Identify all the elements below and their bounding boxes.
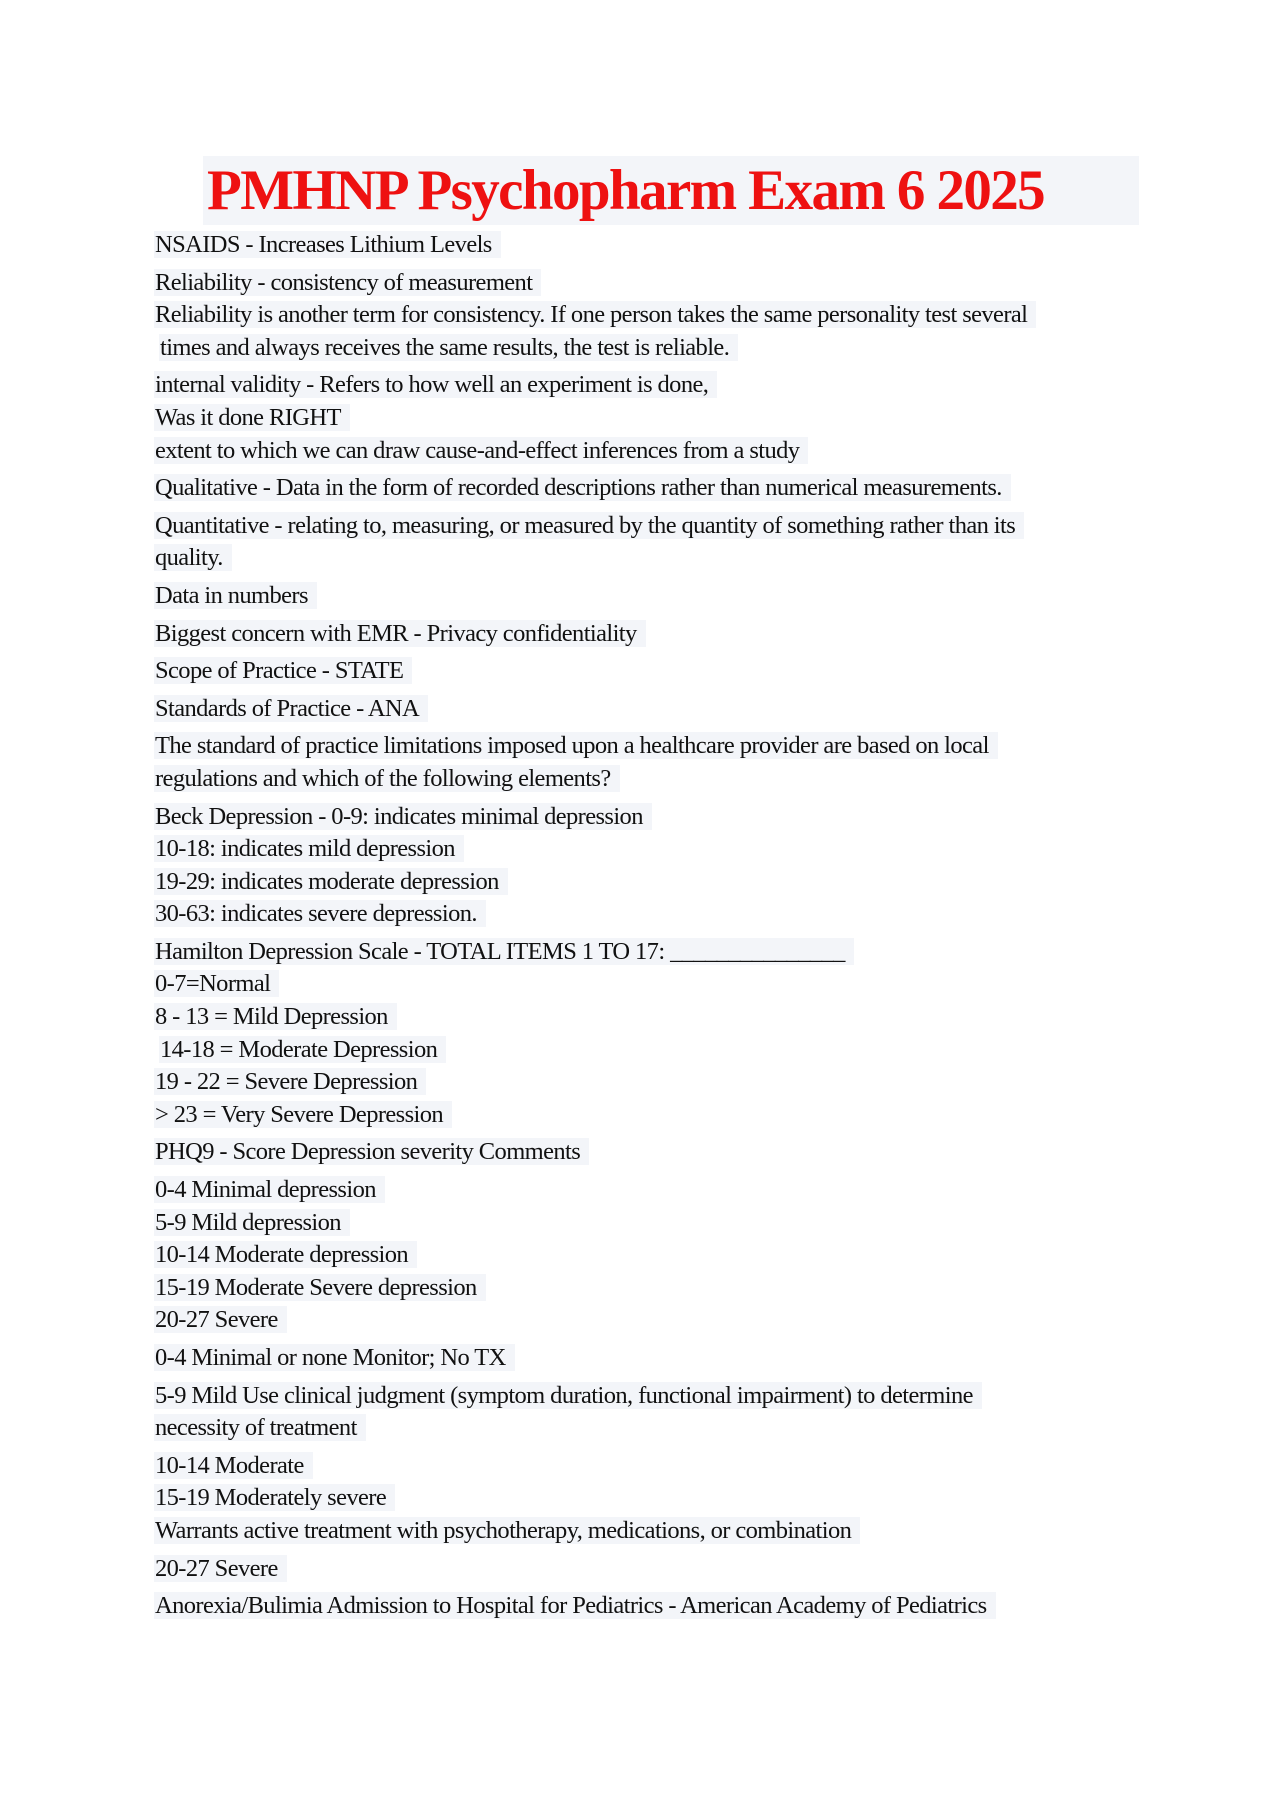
text-line	[154, 655, 1144, 688]
text-line-content: 20-27 Severe	[154, 1555, 287, 1582]
text-line	[154, 1066, 1144, 1099]
text-line	[154, 968, 1144, 1001]
text-line-content: Was it done RIGHT	[154, 404, 350, 431]
text-line	[154, 1590, 1144, 1623]
text-line	[154, 1099, 1144, 1132]
text-line-content: necessity of treatment	[154, 1414, 366, 1441]
text-line-content: The standard of practice limitations imposed upon a healthcare provider are based on local	[154, 732, 998, 759]
text-line	[154, 618, 1144, 651]
text-line	[154, 1342, 1144, 1375]
text-line	[154, 510, 1144, 543]
text-line	[154, 1553, 1144, 1586]
text-line-content: Anorexia/Bulimia Admission to Hospital for Pediatrics - American Academy of Pediatrics	[154, 1592, 996, 1619]
text-line	[154, 1239, 1144, 1272]
text-line-content: Warrants active treatment with psychotherapy, medications, or combination	[154, 1517, 860, 1544]
text-line	[154, 833, 1144, 866]
text-line-content: 20-27 Severe	[154, 1306, 287, 1333]
text-line-content: Reliability is another term for consistency. If one person takes the same personality test several	[154, 301, 1036, 328]
text-line	[154, 1304, 1144, 1337]
text-line-content: NSAIDS - Increases Lithium Levels	[154, 231, 501, 258]
text-line-content: extent to which we can draw cause-and-effect inferences from a study	[154, 437, 808, 464]
text-line	[154, 402, 1144, 435]
text-line	[154, 299, 1144, 332]
text-line	[154, 332, 1144, 365]
page-title: PMHNP Psychopharm Exam 6 2025	[207, 159, 1045, 222]
text-line-content: 10-18: indicates mild depression	[154, 835, 464, 862]
text-line-content: Biggest concern with EMR - Privacy confidentiality	[154, 620, 646, 647]
document-body	[154, 229, 1144, 1623]
text-line-content: internal validity - Refers to how well an experiment is done,	[154, 371, 717, 398]
text-line-content: PHQ9 - Score Depression severity Comments	[154, 1138, 589, 1165]
text-line-content: Hamilton Depression Scale - TOTAL ITEMS 1 TO 17: _______________	[154, 938, 854, 965]
text-line	[154, 866, 1144, 899]
text-line-content: Quantitative - relating to, measuring, or measured by the quantity of something rather than its	[154, 512, 1024, 539]
text-line-content: Standards of Practice - ANA	[154, 695, 428, 722]
text-line-content: 0-7=Normal	[154, 970, 279, 997]
text-line-content: 30-63: indicates severe depression.	[154, 900, 486, 927]
text-line	[154, 898, 1144, 931]
text-line-content: 0-4 Minimal or none Monitor; No TX	[154, 1344, 515, 1371]
text-line	[154, 435, 1144, 468]
text-line-content: 19-29: indicates moderate depression	[154, 868, 508, 895]
text-line	[154, 1174, 1144, 1207]
text-line-content: quality.	[154, 544, 232, 571]
text-line-content: Scope of Practice - STATE	[154, 657, 412, 684]
text-line	[154, 369, 1144, 402]
text-line	[154, 1136, 1144, 1169]
text-line-content: 15-19 Moderately severe	[154, 1484, 395, 1511]
text-line	[154, 542, 1144, 575]
text-line-content: 19 - 22 = Severe Depression	[154, 1068, 426, 1095]
text-line	[154, 580, 1144, 613]
text-line	[154, 730, 1144, 763]
text-line	[154, 763, 1144, 796]
text-line	[154, 936, 1144, 969]
text-line-content: 15-19 Moderate Severe depression	[154, 1274, 486, 1301]
text-line-content: 10-14 Moderate	[154, 1452, 313, 1479]
text-line-content: 5-9 Mild Use clinical judgment (symptom duration, functional impairment) to determine	[154, 1382, 982, 1409]
text-line	[154, 1450, 1144, 1483]
text-line	[154, 801, 1144, 834]
text-line-content: 8 - 13 = Mild Depression	[154, 1003, 397, 1030]
text-line-content: regulations and which of the following elements?	[154, 765, 620, 792]
text-line-content: Reliability - consistency of measurement	[154, 269, 541, 296]
text-line	[154, 1482, 1144, 1515]
text-line	[154, 472, 1144, 505]
text-line-content: times and always receives the same results, the test is reliable.	[159, 334, 738, 361]
text-line-content: Data in numbers	[154, 582, 317, 609]
text-line-content: > 23 = Very Severe Depression	[154, 1101, 452, 1128]
text-line	[154, 267, 1144, 300]
text-line	[154, 1207, 1144, 1240]
text-line-content: Qualitative - Data in the form of recorded descriptions rather than numerical measurements.	[154, 474, 1011, 501]
text-line	[154, 1272, 1144, 1305]
text-line	[154, 1001, 1144, 1034]
text-line	[154, 1412, 1144, 1445]
text-line	[154, 229, 1144, 262]
text-line-content: 14-18 = Moderate Depression	[159, 1036, 446, 1063]
text-line	[154, 693, 1144, 726]
text-line-content: 0-4 Minimal depression	[154, 1176, 385, 1203]
text-line	[154, 1380, 1144, 1413]
text-line-content: Beck Depression - 0-9: indicates minimal depression	[154, 803, 652, 830]
text-line	[154, 1515, 1144, 1548]
text-line-content: 5-9 Mild depression	[154, 1209, 350, 1236]
text-line	[154, 1034, 1144, 1067]
text-line-content: 10-14 Moderate depression	[154, 1241, 417, 1268]
